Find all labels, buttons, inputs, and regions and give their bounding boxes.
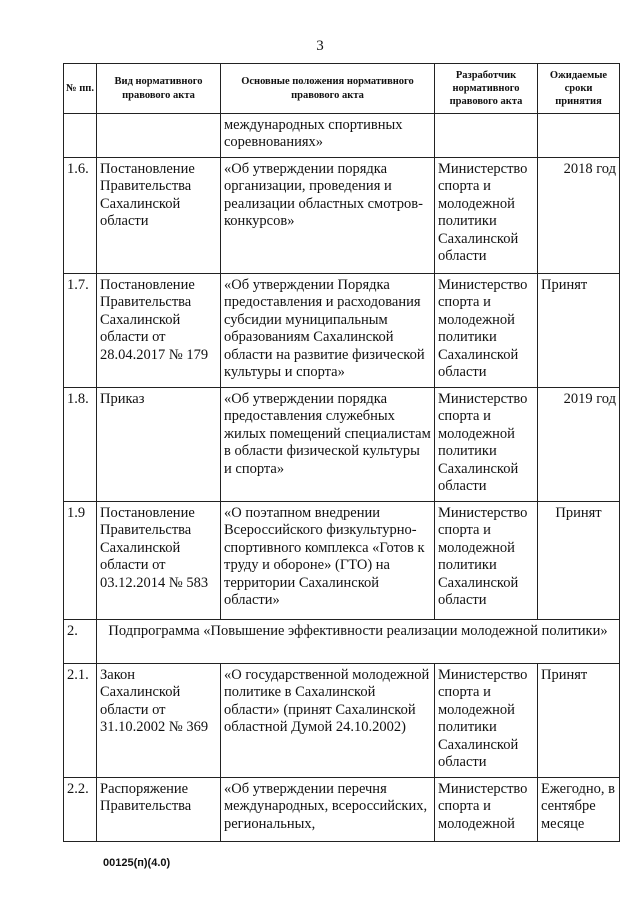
row-kind: Закон Сахалинской области от 31.10.2002 № 369 [97,664,221,778]
header-developer: Разработчик нормативного правового акта [435,64,538,114]
table-row [64,388,620,502]
table-row [64,502,620,620]
row-developer: Министерство спорта и молодежной политики Сахалинской области [435,274,538,388]
row-term: 2018 год [538,158,620,274]
header-kind: Вид нормативного правового акта [97,64,221,114]
row-main: «Об утверждении порядка предоставления служебных жилых помещений специалистам в области физической культуры и спорта» [221,388,435,502]
row-num [64,114,97,158]
row-developer [435,114,538,158]
row-num: 1.8. [64,388,97,502]
row-developer: Министерство спорта и молодежной политики Сахалинской области [435,158,538,274]
row-num: 2.2. [64,778,97,842]
row-developer: Министерство спорта и молодежной политики Сахалинской области [435,664,538,778]
normative-acts-table [63,63,620,842]
table-header-row [64,64,620,114]
row-kind [97,114,221,158]
row-kind: Распоряжение Правительства [97,778,221,842]
subprogram-title: Подпрограмма «Повышение эффективности реализации молодежной политики» [97,620,620,664]
row-kind: Постановление Правительства Сахалинской области от 03.12.2014 № 583 [97,502,221,620]
page-number: 3 [316,38,324,54]
table-row [64,274,620,388]
row-num: 2.1. [64,664,97,778]
row-num: 1.7. [64,274,97,388]
table-row [64,778,620,842]
row-main: международных спортивных соревнованиях» [221,114,435,158]
row-term: Принят [538,274,620,388]
row-term: 2019 год [538,388,620,502]
row-kind: Приказ [97,388,221,502]
row-main: «Об утверждении порядка организации, проведения и реализации областных смотров-конкурсов» [221,158,435,274]
row-num: 2. [64,620,97,664]
row-kind: Постановление Правительства Сахалинской области [97,158,221,274]
row-main: «Об утверждении Порядка предоставления и расходования субсидии муниципальным образованиям Сахалинской области на развитие физической культуры и спорта» [221,274,435,388]
header-term: Ожидаемые сроки принятия [538,64,620,114]
row-developer: Министерство спорта и молодежной [435,778,538,842]
row-num: 1.9 [64,502,97,620]
row-term: Ежегодно, в сентябре месяце [538,778,620,842]
row-main: «Об утверждении перечня международных, всероссийских, региональных, [221,778,435,842]
header-num: № пп. [64,64,97,114]
table-row [64,114,620,158]
row-developer: Министерство спорта и молодежной политики Сахалинской области [435,388,538,502]
row-num: 1.6. [64,158,97,274]
row-term: Принят [538,502,620,620]
row-term: Принят [538,664,620,778]
row-main: «О государственной молодежной политике в Сахалинской области» (принят Сахалинской областной Думой 24.10.2002) [221,664,435,778]
row-term [538,114,620,158]
table-row [64,158,620,274]
row-main: «О поэтапном внедрении Всероссийского физкультурно-спортивного комплекса «Готов к труду и обороне» (ГТО) на территории Сахалинской области» [221,502,435,620]
row-kind: Постановление Правительства Сахалинской области от 28.04.2017 № 179 [97,274,221,388]
header-main: Основные положения нормативного правового акта [221,64,435,114]
document-code: 00125(п)(4.0) [103,857,171,869]
row-developer: Министерство спорта и молодежной политики Сахалинской области [435,502,538,620]
table-row [64,664,620,778]
subprogram-row [64,620,620,664]
